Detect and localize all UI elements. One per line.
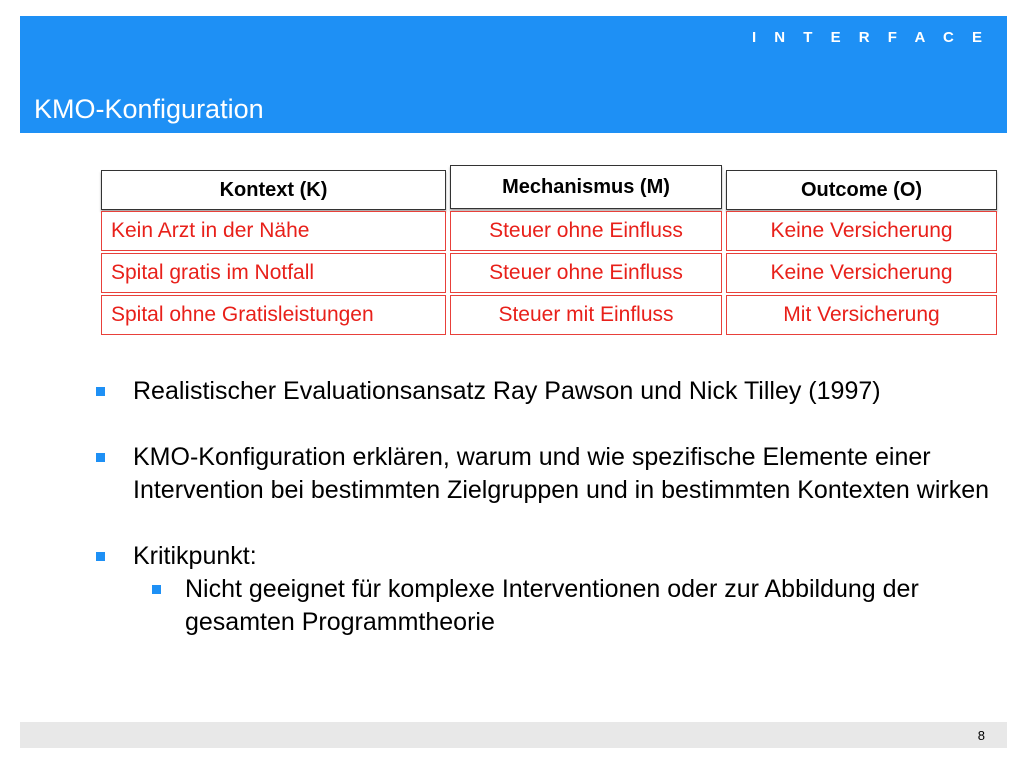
cell-kontext-3: Spital ohne Gratisleistungen [101, 295, 446, 335]
bullet-list [96, 375, 996, 639]
bullet-item [96, 540, 996, 639]
cell-kontext-1: Kein Arzt in der Nähe [101, 211, 446, 251]
square-bullet-icon [152, 585, 161, 594]
square-bullet-icon [96, 453, 105, 462]
cell-mechanismus-1: Steuer ohne Einfluss [450, 211, 722, 251]
bullet-text: KMO-Konfiguration erklären, warum und wie spezifische Elemente einer Intervention bei bestimmten Zielgruppen und in bestimmten Kontexten wirken [133, 443, 990, 504]
kmo-table [101, 168, 997, 336]
header-mechanismus: Mechanismus (M) [450, 165, 722, 209]
cell-kontext-2: Spital gratis im Notfall [101, 253, 446, 293]
sub-bullet-text: Nicht geeignet für komplexe Interventionen oder zur Abbildung der gesamten Programmtheorie [185, 575, 919, 636]
column-outcome [726, 168, 997, 336]
cell-outcome-3: Mit Versicherung [726, 295, 997, 335]
bullet-text: Realistischer Evaluationsansatz Ray Pawson und Nick Tilley (1997) [133, 377, 881, 405]
header-outcome: Outcome (O) [726, 170, 997, 210]
cell-outcome-2: Keine Versicherung [726, 253, 997, 293]
page-number: 8 [977, 728, 985, 743]
slide-title: KMO-Konfiguration [34, 94, 264, 124]
bullet-item [96, 441, 996, 507]
brand-label: I N T E R F A C E [751, 29, 989, 46]
column-mechanismus [450, 168, 722, 336]
cell-outcome-1: Keine Versicherung [726, 211, 997, 251]
column-kontext [101, 168, 446, 336]
footer-bar [20, 722, 1007, 748]
header-kontext: Kontext (K) [101, 170, 446, 210]
cell-mechanismus-2: Steuer ohne Einfluss [450, 253, 722, 293]
cell-mechanismus-3: Steuer mit Einfluss [450, 295, 722, 335]
bullet-text: Kritikpunkt: [133, 542, 257, 570]
square-bullet-icon [96, 387, 105, 396]
header-bar [20, 16, 1007, 133]
sub-bullet-item [133, 573, 996, 639]
square-bullet-icon [96, 552, 105, 561]
bullet-item [96, 375, 996, 408]
